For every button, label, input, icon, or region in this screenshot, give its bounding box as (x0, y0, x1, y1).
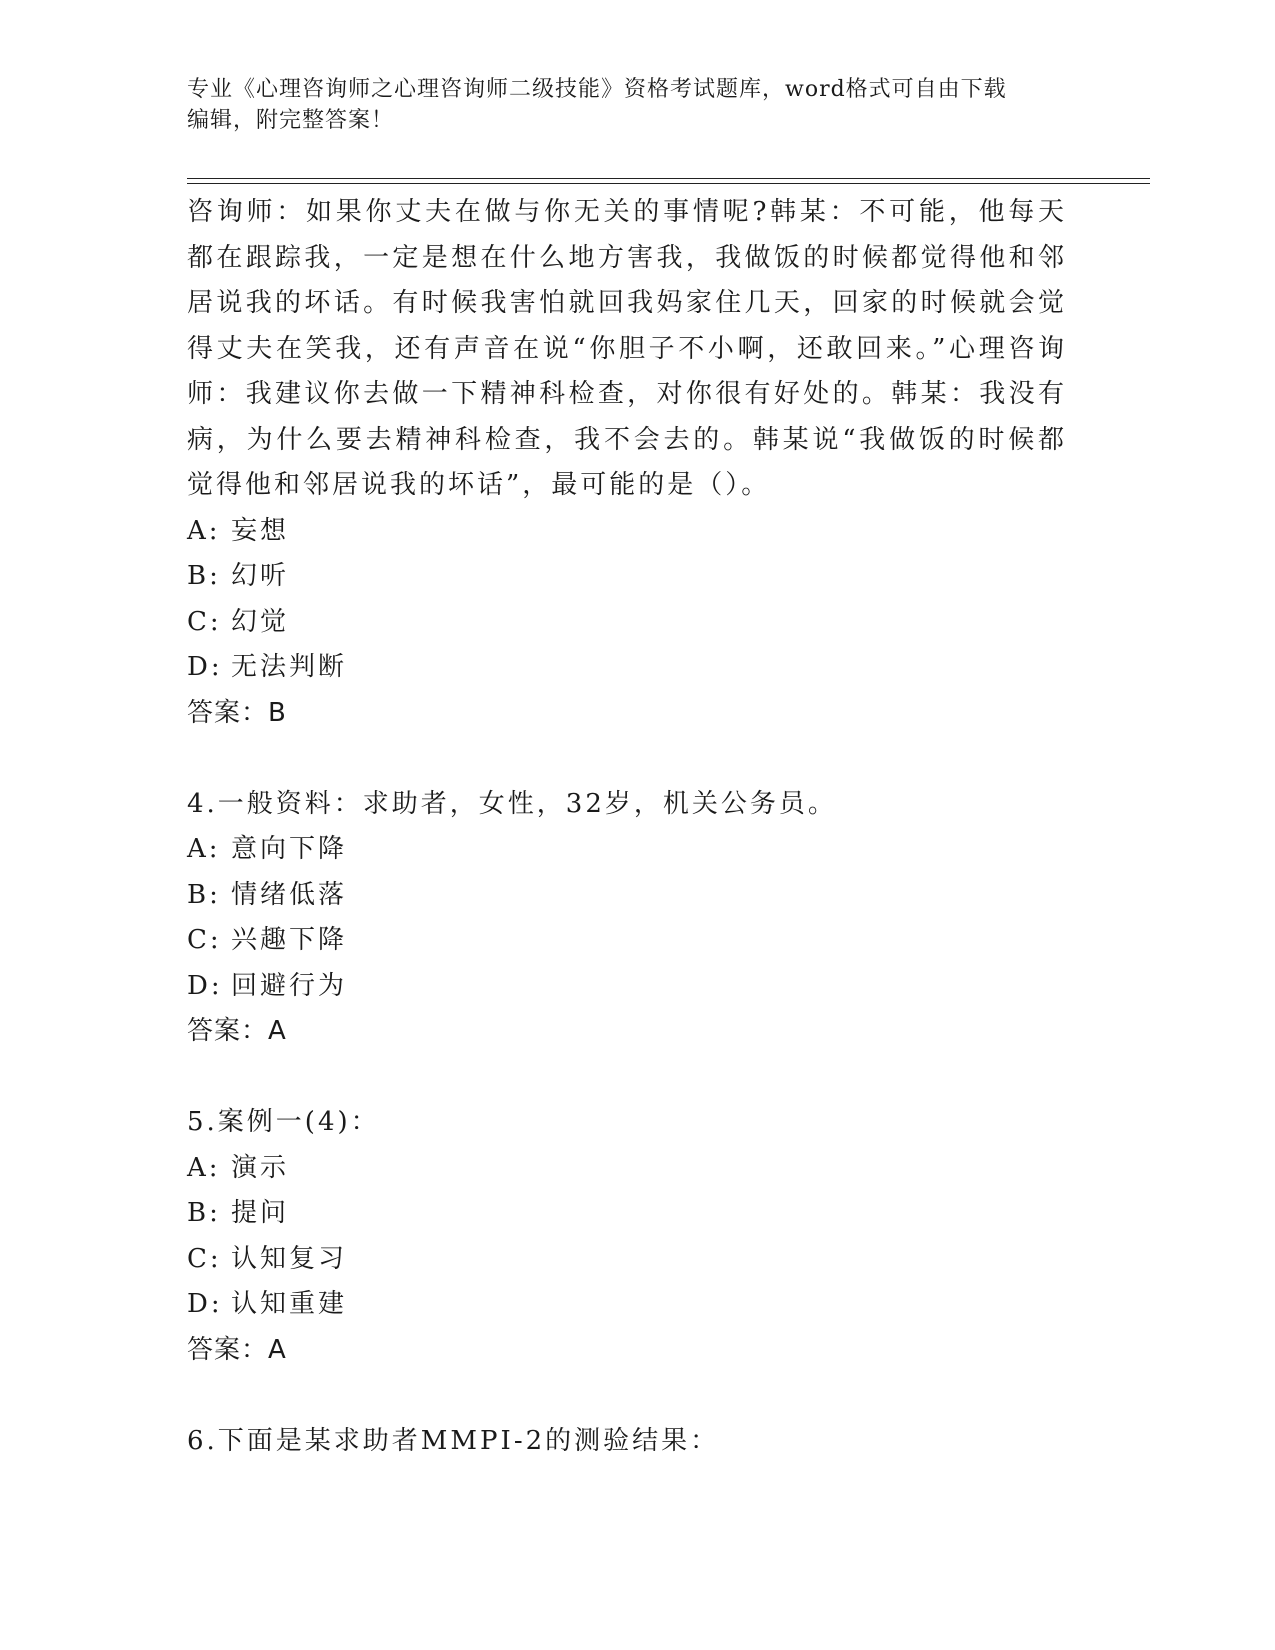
question-5-answer: 答案：A (187, 1334, 287, 1365)
question-4-option-d (187, 964, 1087, 1010)
question-4-text: 4.一般资料：求助者，女性，32岁，机关公务员。 (187, 788, 837, 819)
document-header (187, 74, 1067, 136)
question-5-option-d (187, 1282, 1087, 1328)
question-3-answer: 答案：B (187, 697, 287, 728)
option-letter: C: (187, 925, 222, 955)
option-letter: C: (187, 1243, 222, 1274)
option-letter: D: (187, 970, 223, 1001)
header-divider-top (187, 178, 1150, 179)
option-text: 妄想 (231, 515, 290, 546)
question-5-option-b (187, 1191, 1087, 1237)
option-text: 认知重建 (231, 1289, 348, 1319)
option-letter: A: (187, 834, 221, 864)
option-text: 认知复习 (231, 1243, 348, 1274)
option-text: 回避行为 (231, 970, 348, 1001)
question-3-text: 咨询师：如果你丈夫在做与你无关的事情呢?韩某：不可能，他每天都在跟踪我，一定是想在什么地方害我，我做饭的时候都觉得他和邻居说我的坏话。有时候我害怕就回我妈家住几天，回家的时候就会觉得丈夫在笑我，还有声音在说“你胆子不小啊，还敢回来。”心理咨询师：我建议你去做一下精神科检查，对你很有好处的。韩某：我没有病，为什么要去精神科检查，我不会去的。韩某说“我做饭的时候都觉得他和邻居说我的坏话”，最可能的是（）。 (187, 197, 1067, 500)
header-line-2: 编辑，附完整答案！ (187, 108, 395, 133)
option-letter: C: (187, 606, 222, 637)
question-3-option-d (187, 645, 1087, 691)
question-3-option-a (187, 509, 1087, 555)
option-letter: D: (187, 652, 223, 682)
question-6-text: 6.下面是某求助者MMPI-2的测验结果： (187, 1425, 720, 1456)
option-text: 无法判断 (231, 652, 348, 682)
option-text: 演示 (231, 1152, 290, 1183)
header-divider-bottom (187, 183, 1150, 184)
option-letter: A: (187, 1152, 221, 1183)
option-text: 幻觉 (231, 606, 290, 637)
option-text: 幻听 (231, 561, 290, 591)
question-4-option-c (187, 918, 1087, 964)
option-letter: B: (187, 879, 221, 910)
question-3-option-c (187, 600, 1087, 646)
question-5-option-c (187, 1237, 1087, 1283)
question-4-option-b (187, 873, 1087, 919)
question-3-option-b (187, 554, 1087, 600)
question-5-text: 5.案例一(4)： (187, 1107, 380, 1137)
option-text: 提问 (231, 1198, 290, 1228)
spacer (187, 1373, 1087, 1419)
question-content (187, 190, 1087, 1464)
option-text: 兴趣下降 (231, 925, 348, 955)
question-4-option-a (187, 827, 1087, 873)
question-4-answer: 答案：A (187, 1016, 287, 1046)
header-line-1: 专业《心理咨询师之心理咨询师二级技能》资格考试题库，word格式可自由下载 (187, 77, 1007, 102)
option-letter: A: (187, 515, 221, 546)
option-letter: B: (187, 1198, 221, 1228)
option-letter: B: (187, 561, 221, 591)
spacer (187, 736, 1087, 782)
option-letter: D: (187, 1289, 223, 1319)
spacer (187, 1055, 1087, 1101)
option-text: 意向下降 (231, 834, 348, 864)
option-text: 情绪低落 (231, 879, 348, 910)
question-5-option-a (187, 1146, 1087, 1192)
